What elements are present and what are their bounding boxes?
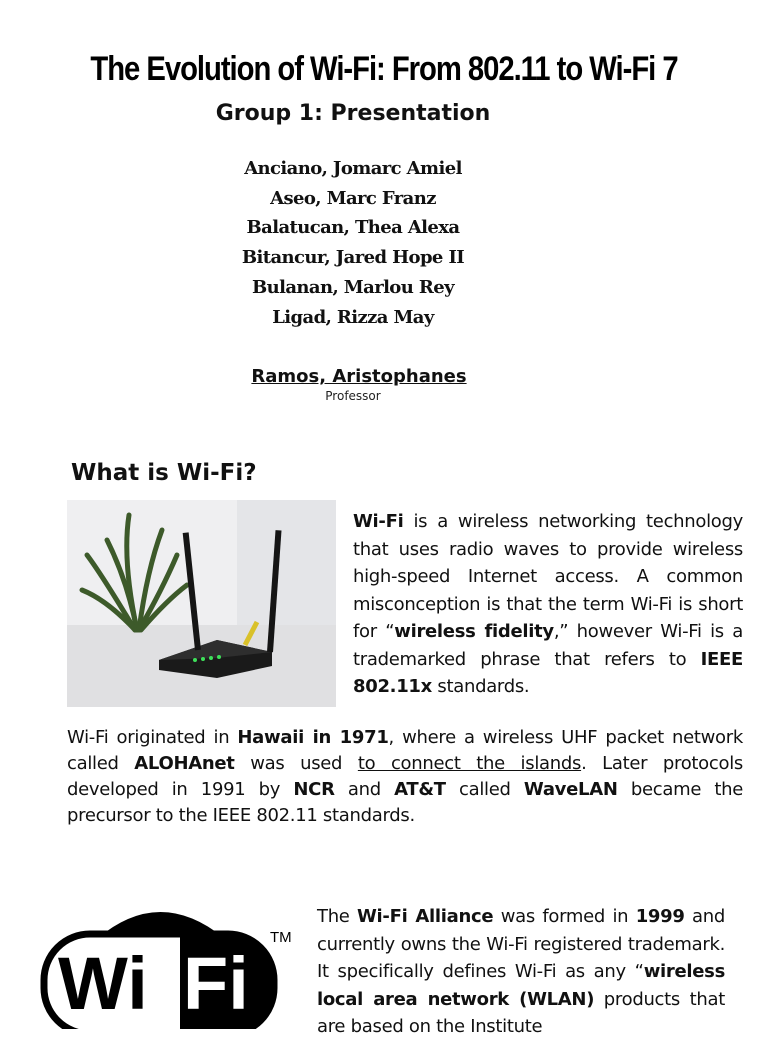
- member-name: Ligad, Rizza May: [272, 306, 434, 328]
- text-run: and: [334, 779, 395, 800]
- member-name: Balatucan, Thea Alexa: [246, 217, 460, 239]
- trademark-mark: TM: [270, 929, 292, 946]
- member-name: Bitancur, Jared Hope II: [241, 247, 465, 269]
- term-wireless-fidelity: wireless fidelity: [394, 621, 554, 642]
- text-run: is a wireless networking technology that uses radio waves to provide wireless high-speed Internet access. A common misconception is that the term Wi-Fi is short for “: [353, 511, 743, 642]
- text-run: The: [317, 906, 357, 927]
- professor-name: Ramos, Aristophanes: [251, 366, 467, 387]
- text-run: ,” however Wi-Fi is a trademarked phrase that refers to: [353, 621, 743, 670]
- section-heading: What is Wi-Fi?: [71, 460, 257, 486]
- member-name: Aseo, Marc Franz: [270, 187, 436, 209]
- term-ieee: IEEE 802.11x: [353, 648, 743, 697]
- professor-role: Professor: [325, 389, 381, 403]
- term-wlan: wireless local area network (WLAN): [317, 961, 725, 1010]
- term-1999: 1999: [635, 906, 685, 927]
- term-hawaii: Hawaii in 1971: [237, 727, 389, 748]
- router-photo: [67, 500, 336, 707]
- term-att: AT&T: [394, 779, 446, 800]
- text-run: was formed in: [493, 906, 636, 927]
- term-alohanet: ALOHAnet: [134, 753, 235, 774]
- term-wavelan: WaveLAN: [523, 779, 618, 800]
- text-run: standards.: [431, 676, 530, 697]
- wifi-alliance-paragraph: [317, 903, 725, 1041]
- term-wifi: Wi-Fi: [353, 511, 404, 532]
- member-name: Bulanan, Marlou Rey: [252, 276, 454, 298]
- text-run: became the precursor to the IEEE 802.11 standards.: [67, 779, 743, 826]
- term-ncr: NCR: [293, 779, 335, 800]
- router-illustration: [67, 500, 336, 707]
- subtitle: Group 1: Presentation: [215, 101, 491, 126]
- text-run: , where a wireless UHF packet network called: [67, 727, 743, 774]
- wifi-definition-paragraph: [353, 508, 743, 701]
- underlined-phrase: to connect the islands: [357, 753, 582, 774]
- text-run: called: [445, 779, 524, 800]
- logo-wi-text: Wi: [58, 942, 148, 1025]
- text-run: products that are based on the Institute: [317, 988, 725, 1037]
- text-run: was used: [234, 753, 358, 774]
- text-run: . Later protocols developed in 1991 by: [67, 753, 743, 800]
- text-run: and currently owns the Wi-Fi registered trademark. It specifically defines Wi-Fi as any “: [317, 906, 725, 982]
- member-name: Anciano, Jomarc Amiel: [244, 158, 462, 179]
- logo-fi-text: Fi: [183, 942, 249, 1025]
- member-list: [0, 154, 706, 332]
- term-wifi-alliance: Wi-Fi Alliance: [357, 906, 494, 927]
- wifi-history-paragraph: [67, 725, 743, 829]
- page-title: The Evolution of Wi-Fi: From 802.11 to Wi-Fi 7: [90, 50, 678, 88]
- wifi-logo: [40, 894, 302, 1029]
- text-run: Wi-Fi originated in: [67, 727, 238, 748]
